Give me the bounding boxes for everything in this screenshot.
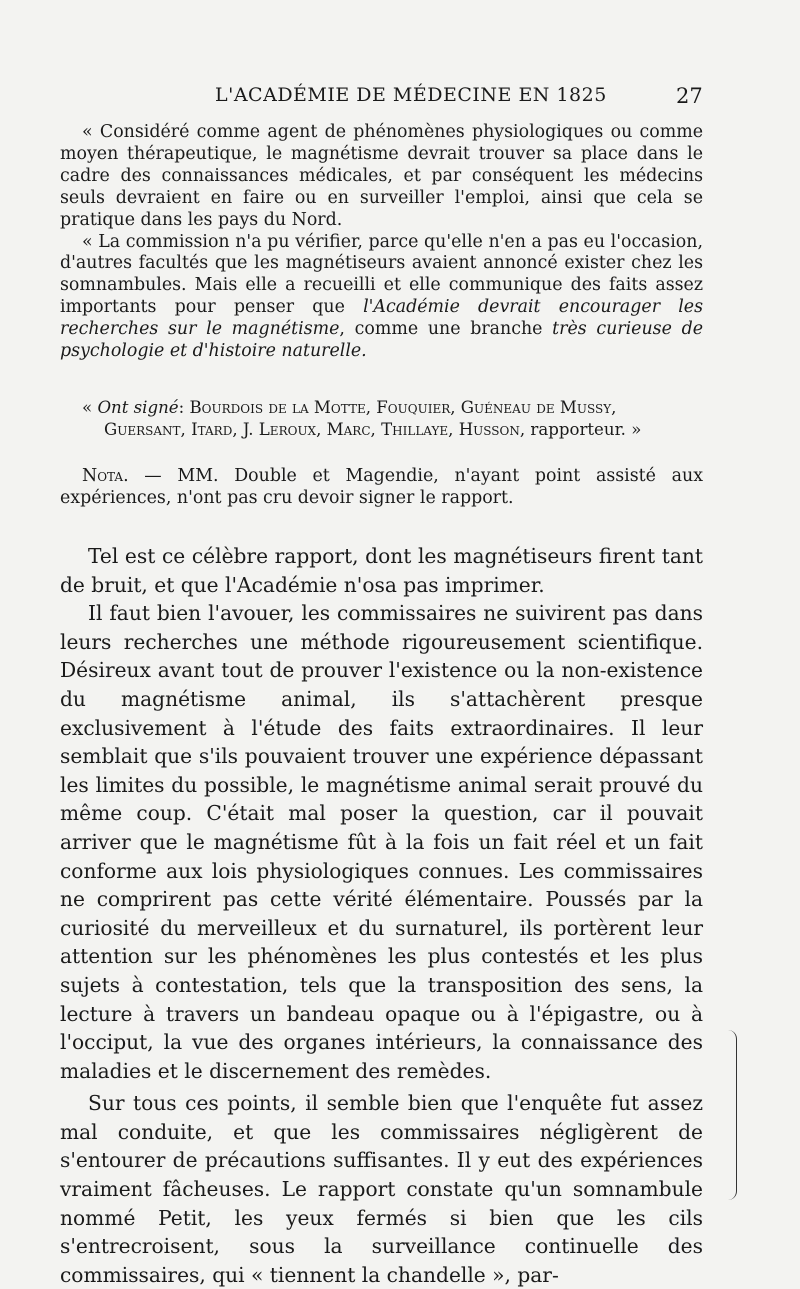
main-text: [60, 542, 703, 1289]
body-paragraph-3: Sur tous ces points, il semble bien que l'enquête fut assez mal conduite, et que les commissaires négligèrent de s'entourer de précautions suffisantes. Il y eut des expériences vraiment fâcheuses. Le rapport constate qu'un somnambule nommé Petit, les yeux fermés si bien que les cils s'entrecroisent, sous la surveillance continuelle des commissaires, qui « tiennent la chandelle », par-: [60, 1091, 703, 1287]
nota-paragraph: [60, 466, 703, 510]
quote-italic-text: très curieuse de psychologie et d'histoire naturelle.: [60, 319, 703, 362]
quote-italic-text: l'Académie devrait encourager les recherches sur le magnétisme: [60, 297, 703, 340]
quote-text: « La commission n'a pu vérifier, parce qu'elle n'en a pas eu l'occasion, d'autres facultés que les magnétiseurs avaient annoncé exister chez les somnambules. Mais elle a recueilli et elle communique des faits assez importants pour penser que: [60, 231, 703, 318]
nota-text: — MM. Double et Magendie, n'ayant point assisté aux expériences, n'ont pas cru devoir signer le rapport.: [60, 466, 703, 508]
signatures-line-2: [60, 419, 703, 441]
signed-open-quote: «: [82, 398, 98, 417]
quote-paragraph-1: « Considéré comme agent de phénomènes physiologiques ou comme moyen thérapeutique, le magnétisme devrait trouver sa place dans le cadre des connaissances médicales, et par conséquent les médecins seuls devraient en faire ou en surveiller l'emploi, ainsi que cela se pratique dans les pays du Nord.: [60, 122, 703, 230]
signatory-names: Guersant, Itard, J. Leroux, Marc, Thillaye, Husson,: [104, 419, 526, 439]
page-header: [0, 84, 800, 114]
body-paragraph-2: Il faut bien l'avouer, les commissaires ne suivirent pas dans leurs recherches une méthode rigoureusement scientifique. Désireux avant tout de prouver l'existence ou la non-existence du magnétisme animal, ils s'attachèrent presque exclusivement à l'étude des faits extraordinaires. Il leur semblait que s'ils pouvaient trouver une expérience dépassant les limites du possible, le magnétisme animal serait prouvé du même coup. C'était mal poser la question, car il pouvait arriver que le magnétisme fût à la fois un fait réel et un fait conforme aux lois physiologiques connues. Les commissaires ne comprirent pas cette vérité élémentaire. Poussés par la curiosité du merveilleux et du surnaturel, ils portèrent leur attention sur les phénomènes les plus contestés et les plus sujets à contestation, tels que la transposition des sens, la lecture à travers un bandeau opaque ou à l'épigastre, ou à l'occiput, la vue des organes intérieurs, la connaissance des maladies et le discernement des remèdes.: [60, 601, 703, 1083]
margin-bracket-mark: [728, 1030, 737, 1200]
nota-label: Nota.: [82, 466, 129, 486]
running-title: L'ACADÉMIE DE MÉDECINE EN 1825: [215, 84, 607, 106]
body-paragraph-1: Tel est ce célèbre rapport, dont les magnétiseurs firent tant de bruit, et que l'Académie n'osa pas imprimer.: [60, 544, 703, 597]
signatures-line-1: [60, 397, 703, 419]
signatory-names: : Bourdois de la Motte, Fouquier, Guéneau de Mussy,: [178, 398, 617, 417]
rapporteur-text: rapporteur. »: [525, 419, 642, 439]
nota-note: [60, 466, 703, 510]
page-number: 27: [676, 84, 703, 108]
signatures: [60, 397, 703, 441]
quote-text: , comme une branche: [339, 319, 553, 340]
quoted-conclusions: [60, 122, 703, 363]
quote-paragraph-2: [60, 232, 703, 363]
signed-label: Ont signé: [97, 398, 179, 417]
